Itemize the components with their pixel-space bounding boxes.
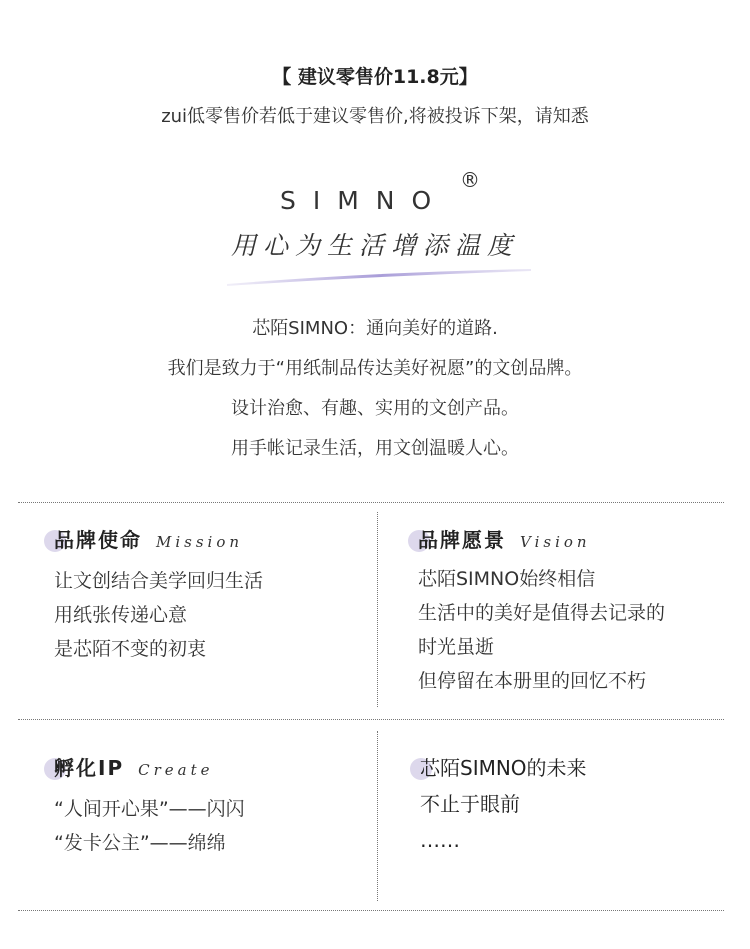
price-note: zui低零售价若低于建议零售价,将被投诉下架，请知悉 (161, 106, 589, 127)
price-title: 【 建议零售价11.8元】 (272, 66, 478, 88)
intro-line: 设计治愈、有趣、实用的文创产品。 (231, 398, 519, 419)
brand-logo: SIMNO (280, 186, 449, 215)
future-section (420, 750, 587, 858)
mission-line: 让文创结合美学回归生活 (54, 570, 264, 592)
divider-vertical-upper (377, 512, 378, 707)
divider-top (18, 502, 724, 503)
vision-section (418, 524, 665, 698)
future-line: 不止于眼前 (420, 792, 520, 816)
vision-line: 生活中的美好是值得去记录的 (418, 602, 666, 624)
vision-line: 但停留在本册里的回忆不朽 (418, 670, 647, 692)
vision-line: 时光虽逝 (418, 636, 495, 658)
future-line: 芯陌SIMNO的未来 (420, 756, 587, 780)
brand-intro (0, 314, 750, 474)
create-en: Create (138, 761, 214, 779)
mission-en: Mission (156, 533, 244, 551)
vision-line: 芯陌SIMNO始终相信 (418, 568, 596, 590)
intro-line: 用手帐记录生活，用文创温暖人心。 (231, 438, 519, 459)
mission-section (54, 524, 263, 666)
mission-title: 品牌使命 (54, 528, 142, 552)
create-line: “发卡公主”——绵绵 (54, 832, 226, 854)
divider-middle (18, 719, 724, 720)
vision-title: 品牌愿景 (418, 528, 506, 552)
create-line: “人间开心果”——闪闪 (54, 798, 245, 820)
mission-line: 用纸张传递心意 (54, 604, 188, 626)
vision-en: Vision (520, 533, 591, 551)
create-title: 孵化IP (54, 756, 125, 780)
intro-line: 芯陌SIMNO：通向美好的道路. (252, 318, 498, 339)
intro-line: 我们是致力于“用纸制品传达美好祝愿”的文创品牌。 (167, 358, 583, 379)
future-line: …… (420, 828, 460, 852)
registered-mark: ® (460, 168, 480, 192)
create-section (54, 752, 245, 860)
brand-slogan: 用心为生活增添温度 (230, 231, 519, 260)
swoosh-decoration (225, 264, 535, 288)
divider-bottom (18, 910, 724, 911)
mission-line: 是芯陌不变的初衷 (54, 638, 207, 660)
divider-vertical-lower (377, 731, 378, 901)
